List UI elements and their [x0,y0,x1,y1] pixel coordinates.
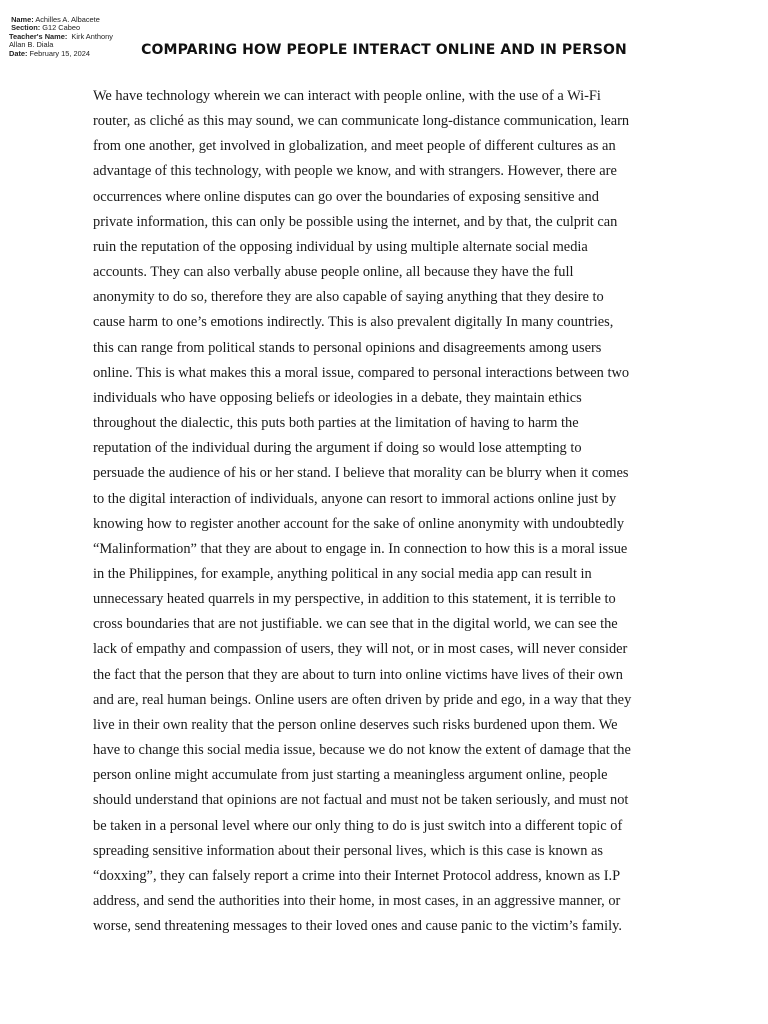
body-line: cross boundaries that are not justifiable. we can see that in the digital world, we can see the [93,616,618,633]
body-line: to the digital interaction of individuals, anyone can resort to immoral actions online just by [93,490,617,507]
body-line: be taken in a personal level where our only thing to do is just switch into a different topic of [93,817,623,834]
body-line: “Malinformation” that they are about to engage in. In connection to how this is a moral issue [93,540,628,557]
body-line: occurrences where online disputes can go over the boundaries of exposing sensitive and [93,188,599,205]
name-label: Name: [11,15,34,24]
body-line: router, as cliché as this may sound, we can communicate long-distance communication, learn [93,113,630,130]
body-line: the fact that the person that they are about to turn into online victims have lives of their own [93,666,623,683]
body-line: and are, real human beings. Online users are often driven by pride and ego, in a way that they [93,691,632,708]
body-line: persuade the audience of his or her stand. I believe that morality can be blurry when it comes [93,465,629,482]
body-line: advantage of this technology, with people we know, and with strangers. However, there are [93,163,617,180]
document-title-container [0,42,768,58]
body-line: accounts. They can also verbally abuse people online, all because they have the full [93,264,574,281]
body-line: throughout the dialectic, this puts both parties at the limitation of having to harm the [93,415,579,432]
section-value: G12 Cabeo [42,23,81,33]
body-line: ruin the reputation of the opposing individual by using multiple alternate social media [93,238,588,255]
body-line: live in their own reality that the person online deserves such risks burdened upon them. We [93,716,618,733]
name-value: Achilles A. Albacete [35,15,100,24]
body-line: from one another, get involved in globalization, and meet people of different cultures as an [93,138,616,155]
body-line: this can range from political stands to personal opinions and disagreements among users [93,339,602,356]
date-value: February 15, 2024 [29,48,90,58]
teacher-label: Teacher's Name: [9,31,68,41]
body-line: reputation of the individual during the argument if doing so would lose attempting to [93,440,582,457]
essay-body [93,84,673,939]
body-line: lack of empathy and compassion of users, they will not, or in most cases, will never consider [93,641,628,658]
body-line: person online might accumulate from just starting a meaningless argument online, people [93,767,608,784]
body-line: individuals who have opposing beliefs or ideologies in a debate, they maintain ethics [93,389,582,406]
body-line: “doxxing”, they can falsely report a crime into their Internet Protocol address, known as I.P [93,867,621,884]
body-line: unnecessary heated quarrels in my perspective, in addition to this statement, it is terrible to [93,591,616,608]
body-line: knowing how to register another account for the sake of online anonymity with undoubtedly [93,515,625,532]
teacher-value-continued: Allan B. Diala [9,40,54,50]
body-line: private information, this can only be possible using the internet, and by that, the culprit can [93,213,618,230]
body-line: in the Philippines, for example, anything political in any social media app can result in [93,565,592,582]
date-label: Date: [9,48,28,58]
body-line: should understand that opinions are not factual and must not be taken seriously, and must not [93,792,629,809]
body-line: spreading sensitive information about their personal lives, which is this case is known as [93,842,603,859]
teacher-value: Kirk Anthony [71,31,113,41]
document-title: COMPARING HOW PEOPLE INTERACT ONLINE AND IN PERSON [141,42,627,58]
section-label: Section: [11,23,41,33]
body-line: address, and send the authorities into their home, in most cases, in an aggressive manner, or [93,893,621,909]
body-line: We have technology wherein we can interact with people online, with the use of a Wi-Fi [93,88,601,104]
body-line: anonymity to do so, therefore they are also capable of saying anything that they desire to [93,289,604,306]
body-line: cause harm to one’s emotions indirectly. This is also prevalent digitally In many countries, [93,314,614,331]
body-line: have to change this social media issue, because we do not know the extent of damage that the [93,742,631,759]
body-line: worse, send threatening messages to their loved ones and cause panic to the victim’s family. [93,918,622,935]
body-line: online. This is what makes this a moral issue, compared to personal interactions between two [93,364,630,381]
